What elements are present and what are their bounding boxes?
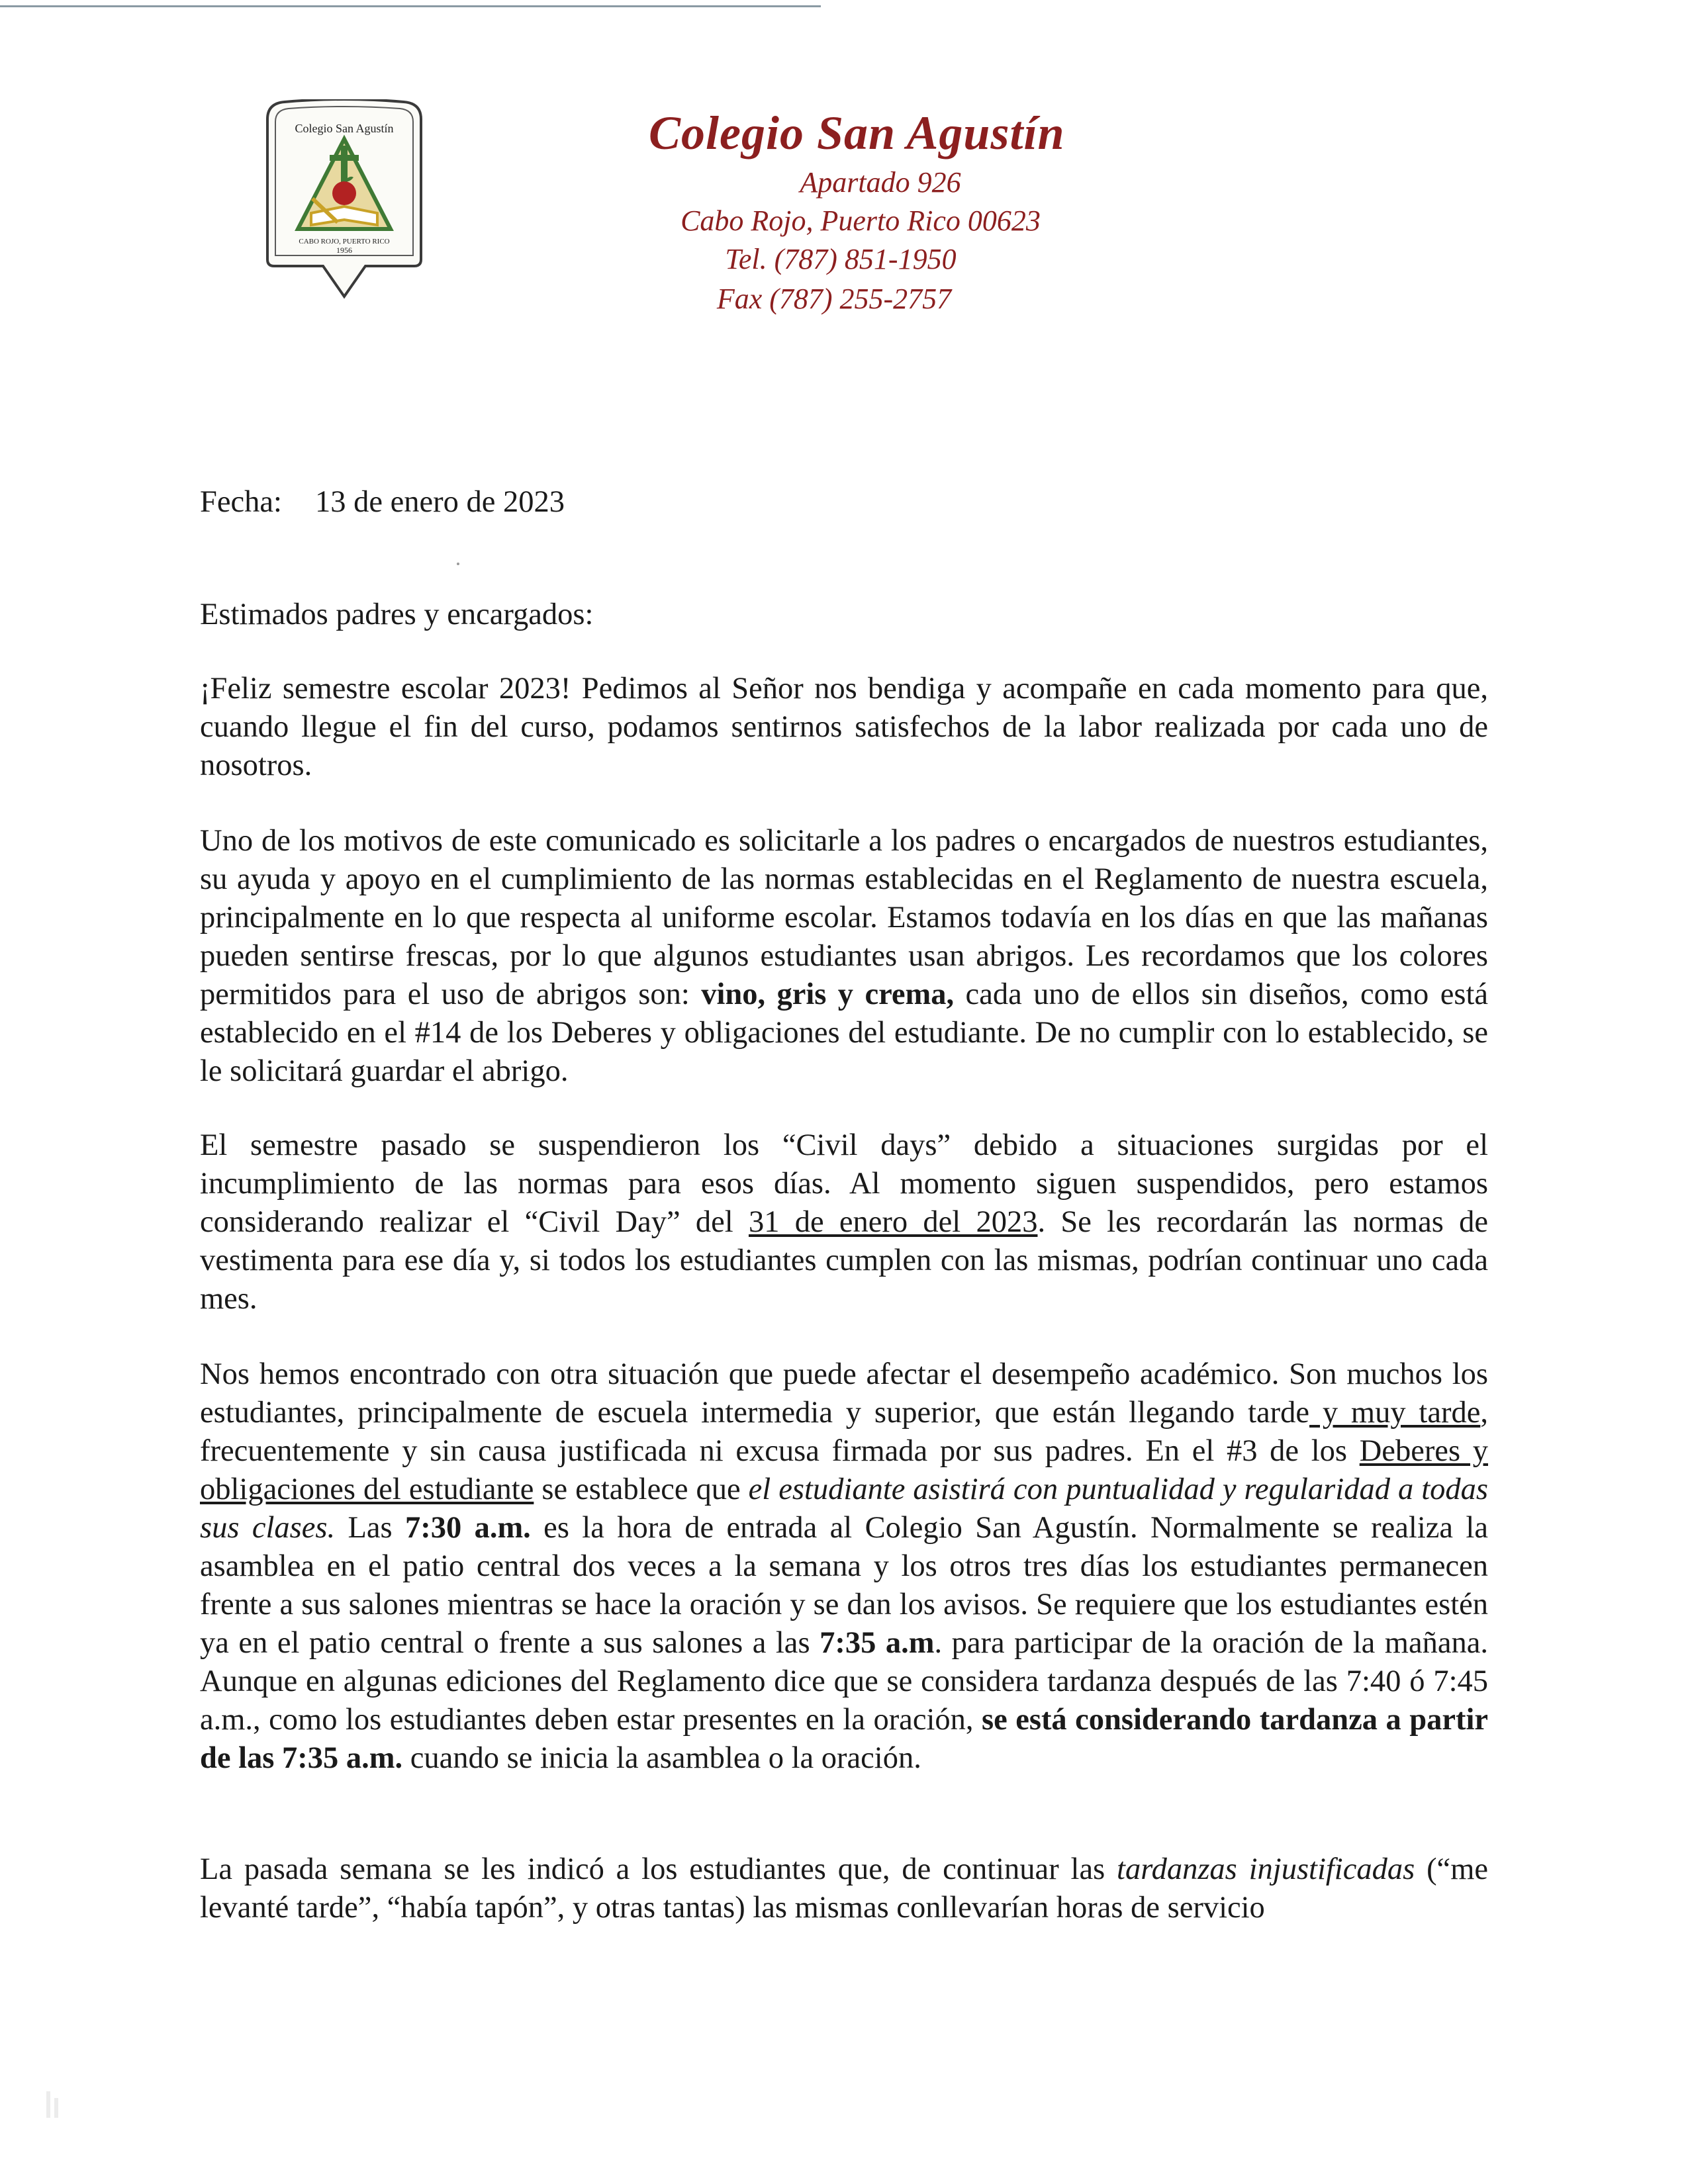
very-late-underlined: y muy tarde — [1309, 1396, 1481, 1430]
paragraph-4-part-5: es la hora de entrada al Colegio San Agustín. Normalmente se realiza la asamblea en el patio central dos veces a la semana y los otros tres días los estudiantes permanecen frente a sus salones mientras se hace la oración y se dan los avisos. Se requiere que los estudiantes estén ya en el patio central o frente a sus salones a las — [200, 1511, 1488, 1660]
paragraph-4-part-6: . para participar de la oración de la mañana. Aunque en algunas ediciones del Reglamento dice que se considera tardanza después de las 7:40 ó 7:45 a.m., como los estudiantes deben estar presentes en la oración, — [200, 1626, 1488, 1737]
fax-line: Fax (787) 255-2757 — [716, 283, 952, 315]
phone-line: Tel. (787) 851-1950 — [725, 243, 957, 275]
date-value: 13 de enero de 2023 — [314, 485, 565, 519]
duties-reference: Deberes y obligaciones del estudiante — [200, 1434, 1488, 1506]
paragraph-5-part-1: La pasada semana se les indicó a los estudiantes que, de continuar las — [200, 1852, 1117, 1886]
seal-bottom-text: CABO ROJO, PUERTO RICO — [299, 238, 390, 246]
school-name: Colegio San Agustín — [649, 107, 1065, 159]
unjustified-tardiness: tardanzas injustificadas — [1117, 1852, 1415, 1886]
scan-top-line — [0, 5, 821, 7]
date-label: Fecha: — [200, 485, 282, 519]
paragraph-1-text: ¡Feliz semestre escolar 2023! Pedimos al Señor nos bendiga y acompañe en cada momento para que, cuando llegue el fin del curso, podamos sentirnos satisfechos de la labor realizada por cada uno de nosotros. — [200, 672, 1488, 782]
paragraph-4 — [200, 1355, 1488, 1778]
school-seal — [265, 99, 424, 304]
paragraph-4-part-3: se establece que — [534, 1473, 749, 1506]
address-line-2: Cabo Rojo, Puerto Rico 00623 — [680, 205, 1041, 237]
scan-corner-mark — [40, 2085, 66, 2124]
entry-time: 7:30 a.m. — [404, 1511, 531, 1545]
paragraph-4-part-4: Las — [335, 1511, 405, 1545]
paragraph-5 — [200, 1850, 1488, 1927]
seal-year: 1956 — [336, 246, 352, 255]
paragraph-2 — [200, 822, 1488, 1091]
prayer-time: 7:35 a.m — [820, 1626, 935, 1660]
paragraph-4-part-2: , frecuentemente y sin causa justificada ni excusa firmada por sus padres. En el #3 de los — [200, 1396, 1488, 1468]
seal-top-text: Colegio San Agustín — [295, 122, 394, 135]
paragraph-3-part-2: . Se les recordarán las normas de vestimenta para ese día y, si todos los estudiantes cumplen con las mismas, podrían continuar uno cada mes. — [200, 1205, 1488, 1316]
paragraph-1 — [200, 670, 1488, 785]
punctuality-quote: el estudiante asistirá con puntualidad y regularidad a todas sus clases. — [200, 1473, 1488, 1545]
paragraph-5-part-2: (“me levanté tarde”, “había tapón”, y otras tantas) las mismas conllevarían horas de servicio — [200, 1852, 1488, 1925]
greeting: Estimados padres y encargados: — [200, 598, 594, 631]
paragraph-3 — [200, 1126, 1488, 1318]
date-row — [200, 483, 565, 522]
paragraph-2-part-1: Uno de los motivos de este comunicado es solicitarle a los padres o encargados de nuestros estudiantes, su ayuda y apoyo en el cumplimiento de las normas establecidas en el Reglamento de nuestra escuela, principalmente en lo que respecta al uniforme escolar. Estamos todavía en los días en que las mañanas pueden sentirse frescas, por lo que algunos estudiantes usan abrigos. Les recordamos que los colores permitidos para el uso de abrigos son: — [200, 824, 1488, 1011]
scan-speck — [457, 563, 459, 565]
paragraph-2-part-2: cada uno de ellos sin diseños, como está establecido en el #14 de los Deberes y obligaciones del estudiante. De no cumplir con lo establecido, se le solicitará guardar el abrigo. — [200, 978, 1489, 1088]
civil-day-date: 31 de enero del 2023 — [748, 1205, 1038, 1239]
tardiness-rule: se está considerando tardanza a partir de las 7:35 a.m. — [200, 1703, 1489, 1775]
paragraph-3-part-1: El semestre pasado se suspendieron los “Civil days” debido a situaciones surgidas por el incumplimiento de las normas para esos días. Al momento siguen suspendidos, pero estamos considerando realizar el “Civil Day” del — [200, 1128, 1488, 1239]
address-line-1: Apartado 926 — [800, 166, 961, 199]
seal-apple — [332, 181, 356, 205]
allowed-colors: vino, gris y crema, — [701, 978, 955, 1011]
seal-cross-horizontal — [330, 155, 359, 161]
paragraph-4-part-7: cuando se inicia la asamblea o la oración. — [402, 1741, 921, 1775]
paragraph-4-part-1: Nos hemos encontrado con otra situación que puede afectar el desempeño académico. Son muchos los estudiantes, principalmente de escuela intermedia y superior, que están llegando tarde — [200, 1357, 1488, 1430]
